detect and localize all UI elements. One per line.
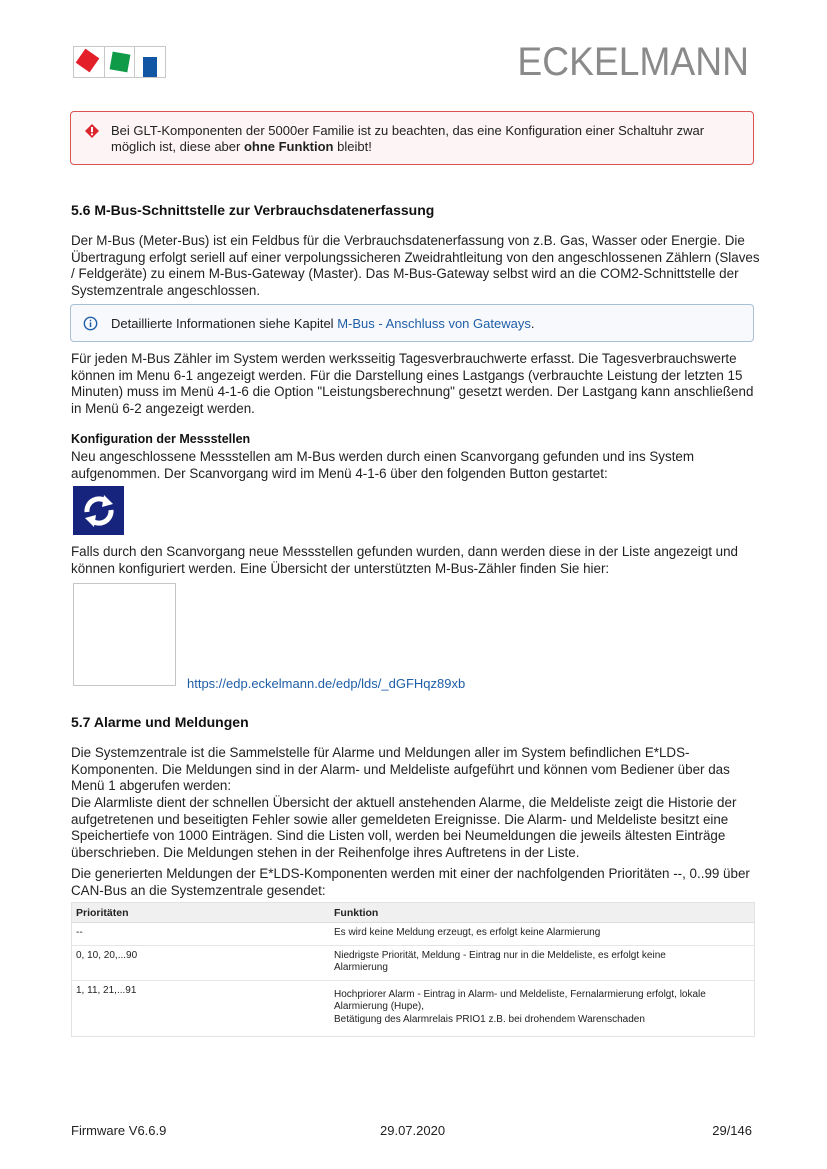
link-mbus-gateways[interactable]: M-Bus - Anschluss von Gateways <box>337 316 531 331</box>
subheading-konfiguration: Konfiguration der Messstellen <box>71 432 251 446</box>
paragraph-messstellen-liste: Falls durch den Scanvorgang neue Messstellen gefunden wurden, dann werden diese in der Liste angezeigt und können konfiguriert werden. Eine Übersicht der unterstützten M-Bus-Zähler finden Sie hier: <box>71 544 739 576</box>
brand-wordmark: ECKELMANN <box>517 40 749 84</box>
cell-function: Es wird keine Meldung erzeugt, es erfolgt keine Alarmierung <box>330 923 755 946</box>
footer-date: 29.07.2020 <box>380 1123 446 1138</box>
warning-text: Bei GLT-Komponenten der 5000er Familie ist zu beachten, das eine Konfiguration einer Schaltuhr zwar möglich ist, diese aber ohne Funktion bleibt! <box>111 123 705 154</box>
table-row <box>72 980 755 1036</box>
cell-priority: -- <box>72 923 331 946</box>
info-callout <box>70 304 754 342</box>
company-logo <box>73 46 166 78</box>
table-header-row <box>72 903 755 923</box>
footer-firmware-version: Firmware V6.6.9 <box>71 1123 167 1138</box>
priority-table <box>71 902 755 1037</box>
warning-bold-text: ohne Funktion <box>243 139 334 154</box>
paragraph-alarmliste: Die Alarmliste dient der schnellen Übersicht der aktuell anstehenden Alarme, die Meldeliste zeigt die Historie der aufgetretenen und beseitigten Fehler sowie aller gemeldeten Ereignisse. Die Alarm- und Meldeliste besitzt eine Speichertiefe von 1000 Einträgen. Sind die Listen voll, werden bei Neumeldungen die jeweils ältesten Einträge überschrieben. Die Meldungen stehen in der Reihenfolge ihres Auftretens in der Liste. <box>71 795 737 860</box>
paragraph-prioritaeten: Die generierten Meldungen der E*LDS-Komponenten werden mit einer der nachfolgenden Prioritäten --, 0..99 über CAN-Bus an die Systemzentrale gesendet: <box>71 866 750 898</box>
cell-function: Niedrigste Priorität, Meldung - Eintrag nur in die Meldeliste, es erfolgt keine Alarmierung <box>330 945 755 980</box>
logo-blue-square <box>134 46 166 78</box>
paragraph-mbus-intro: Der M-Bus (Meter-Bus) ist ein Feldbus für die Verbrauchsdatenerfassung von z.B. Gas, Wasser oder Energie. Die Übertragung erfolgt seriell auf einer verpolungssicheren Zweidrahtleitung von den angeschlossenen Zählern (Slaves / Feldgeräte) zu einem M-Bus-Gateway (Master). Das M-Bus-Gateway selbst wird an die COM2-Schnittstelle der Systemzentrale angeschlossen. <box>71 233 760 298</box>
function-line: Hochpriorer Alarm - Eintrag in Alarm- und Meldeliste, Fernalarmierung erfolgt, lokale Alarmierung (Hupe), <box>334 988 706 1012</box>
column-header-prioritaeten: Prioritäten <box>72 903 331 923</box>
cell-function <box>330 980 755 1036</box>
paragraph-tagesverbrauch: Für jeden M-Bus Zähler im System werden werksseitig Tagesverbrauchwerte erfasst. Die Tagesverbrauchswerte können im Menu 6-1 angezeigt werden. Für die Darstellung eines Lastgangs (verbrauchte Leistung der letzten 15 Minuten) muss im Menü 4-1-6 die Option "Leistungsberechnung" gesetzt werden. Der Lastgang kann anschließend in Menü 6-2 angezeigt werden. <box>71 351 754 416</box>
paragraph-scanvorgang: Neu angeschlossene Messstellen am M-Bus werden durch einen Scanvorgang gefunden und ins System aufgenommen. Der Scanvorgang wird im Menü 4-1-6 über den folgenden Button gestartet: <box>71 449 695 481</box>
logo-red-square <box>73 46 104 78</box>
function-line: Betätigung des Alarmrelais PRIO1 z.B. bei drohendem Warenschaden <box>334 1013 645 1025</box>
qr-code-placeholder-image <box>73 583 176 686</box>
cell-priority: 0, 10, 20,...90 <box>72 945 331 980</box>
warning-callout <box>70 111 754 165</box>
column-header-funktion: Funktion <box>330 903 755 923</box>
refresh-icon <box>79 491 119 531</box>
paragraph-systemzentrale: Die Systemzentrale ist die Sammelstelle für Alarme und Meldungen aller im System befindlichen E*LDS-Komponenten. Die Meldungen sind in der Alarm- und Meldeliste aufgeführt und können vom Bediener über das Menü 1 abgerufen werden: <box>71 745 730 793</box>
section-heading-5-7: 5.7 Alarme und Meldungen <box>71 714 249 730</box>
scan-refresh-button[interactable] <box>73 486 124 535</box>
table-row <box>72 945 755 980</box>
table-row <box>72 923 755 946</box>
info-circle-icon <box>83 316 98 331</box>
logo-green-square <box>104 46 135 78</box>
section-heading-5-6: 5.6 M-Bus-Schnittstelle zur Verbrauchsdatenerfassung <box>71 202 435 218</box>
cell-priority: 1, 11, 21,...91 <box>72 980 331 1036</box>
link-mbus-zaehler-overview[interactable]: https://edp.eckelmann.de/edp/lds/_dGFHqz89xb <box>187 676 466 691</box>
info-text: Detaillierte Informationen siehe Kapitel M-Bus - Anschluss von Gateways. <box>111 316 535 331</box>
exclamation-diamond-icon <box>85 124 99 138</box>
footer-page-number: 29/146 <box>712 1123 752 1138</box>
